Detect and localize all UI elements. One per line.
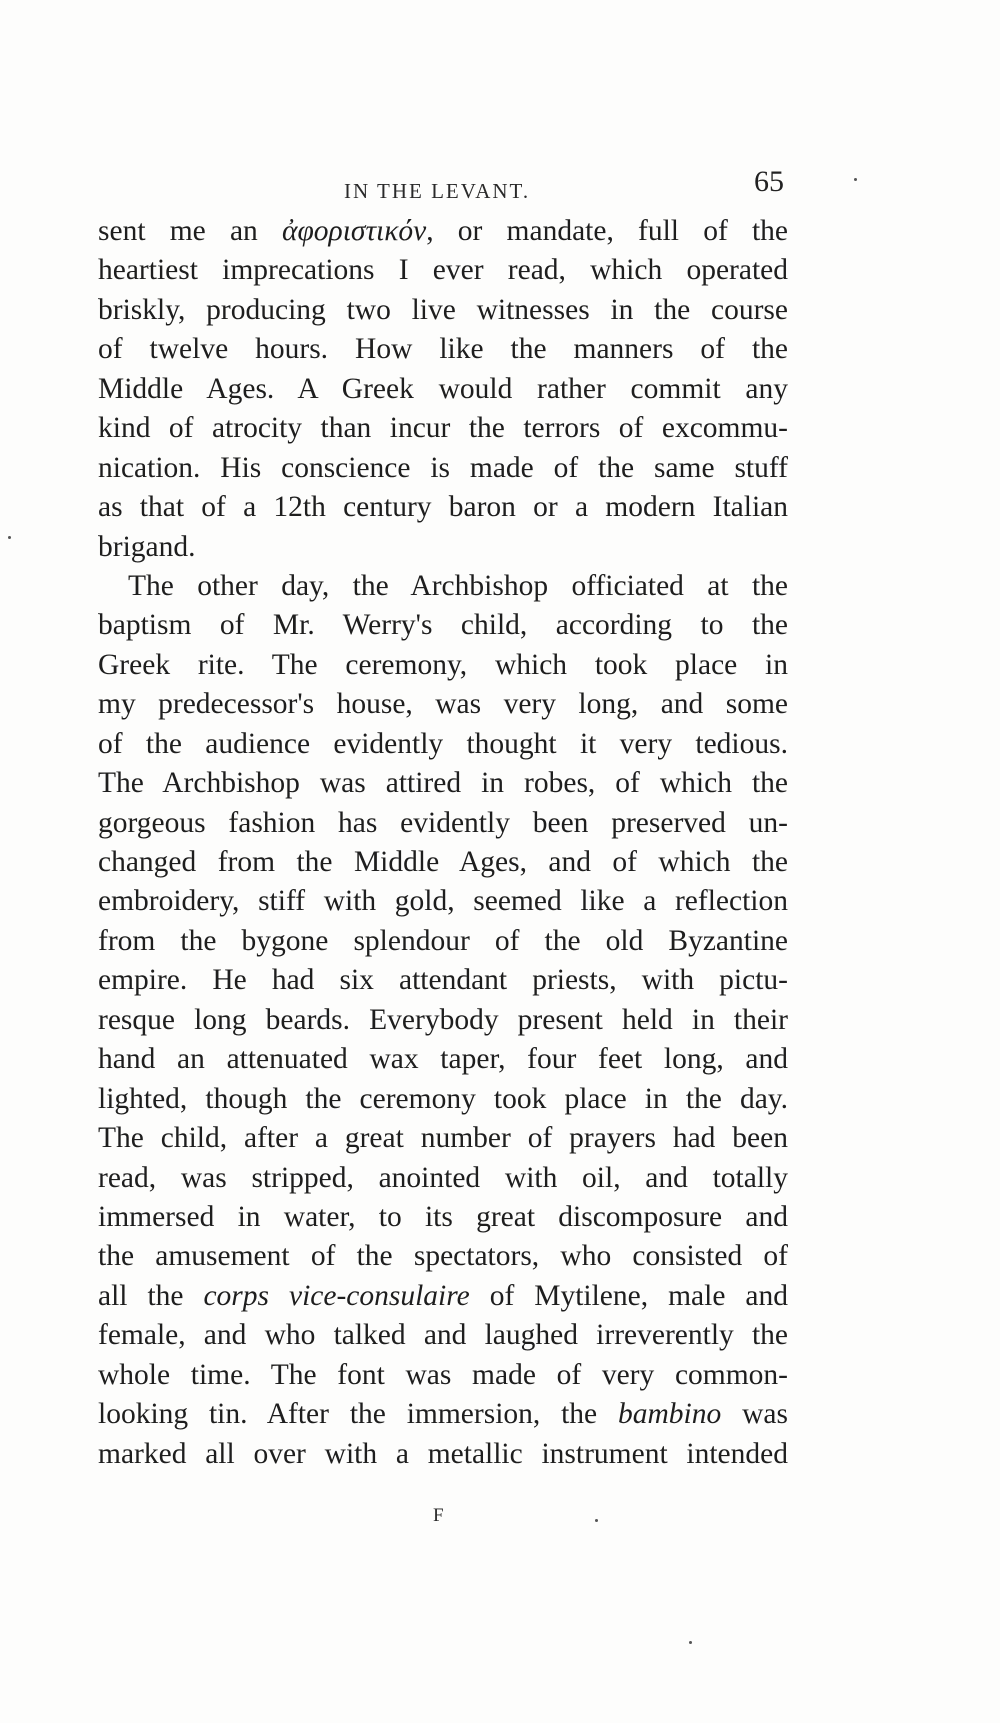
paragraph-start-line: The other day, the Archbishop officiated at the <box>128 569 788 602</box>
text-line: changed from the Middle Ages, and of which the <box>98 846 788 878</box>
signature-mark: F <box>433 1505 444 1526</box>
text-line: of the audience evidently thought it very tedious. <box>98 727 788 760</box>
text-line: empire. He had six attendant priests, with pictu- <box>98 964 788 997</box>
text-line: The child, after a great number of prayers had been <box>98 1122 788 1155</box>
greek-word: ἀφοριστικόν <box>281 215 427 247</box>
text-line: hand an attenuated wax taper, four feet long, and <box>98 1043 788 1076</box>
text-line: baptism of Mr. Werry's child, according to the <box>98 609 788 642</box>
text-line: kind of atrocity than incur the terrors of excommu- <box>98 412 788 445</box>
text-line: lighted, though the ceremony took place in the day. <box>98 1082 788 1115</box>
text-line: Greek rite. The ceremony, which took place in <box>98 648 788 681</box>
paper-speck <box>8 536 11 539</box>
paragraph-end-line: brigand. <box>98 530 196 563</box>
text-line: The Archbishop was attired in robes, of which the <box>98 767 788 800</box>
text-line: from the bygone splendour of the old Byzantine <box>98 924 788 957</box>
text-line: all the corps vice-consulaire of Mytilene, male and <box>98 1279 788 1312</box>
text-line: read, was stripped, anointed with oil, and totally <box>98 1161 788 1194</box>
text-line: my predecessor's house, was very long, and some <box>98 688 788 721</box>
paper-speck <box>689 1641 692 1644</box>
text-line: heartiest imprecations I ever read, which operated <box>98 254 788 287</box>
running-head: IN THE LEVANT. <box>344 179 531 203</box>
paper-speck <box>595 1519 598 1522</box>
text-line: Middle Ages. A Greek would rather commit any <box>98 372 788 405</box>
text-line: whole time. The font was made of very common- <box>98 1358 788 1391</box>
text-line: female, and who talked and laughed irreverently the <box>98 1319 788 1352</box>
text-line: nication. His conscience is made of the same stuff <box>98 451 788 484</box>
text-line: resque long beards. Everybody present held in their <box>98 1003 788 1036</box>
text-line: gorgeous fashion has evidently been preserved un- <box>98 806 788 839</box>
text-line: the amusement of the spectators, who consisted of <box>98 1240 788 1273</box>
text-line: briskly, producing two live witnesses in the course <box>98 293 788 326</box>
text-line: as that of a 12th century baron or a modern Italian <box>98 491 788 524</box>
text-line: marked all over with a metallic instrument intended <box>98 1437 788 1470</box>
body-text <box>98 212 788 1474</box>
italic-word: bambino <box>618 1398 722 1431</box>
page-number: 65 <box>754 165 784 198</box>
paper-speck <box>854 178 857 181</box>
text-line: sent me an ἀφοριστικόν, or mandate, full of the <box>98 215 788 247</box>
text-line: looking tin. After the immersion, the bambino was <box>98 1398 788 1431</box>
text-line: of twelve hours. How like the manners of the <box>98 333 788 366</box>
text-line: immersed in water, to its great discomposure and <box>98 1200 788 1233</box>
text-line: embroidery, stiff with gold, seemed like a reflection <box>98 885 788 918</box>
italic-phrase: corps vice-consulaire <box>203 1279 470 1312</box>
